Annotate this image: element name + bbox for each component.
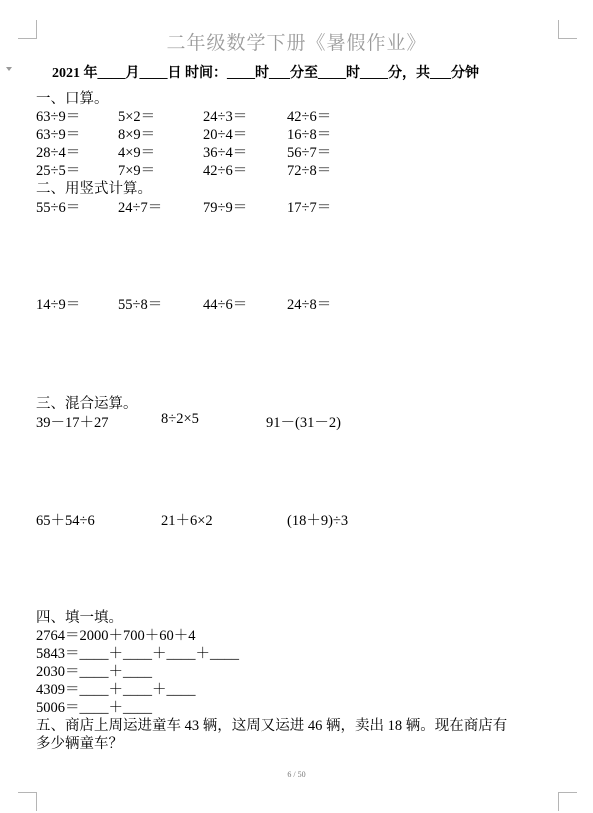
fill-line: 2764＝2000＋700＋60＋4 — [36, 628, 196, 644]
problem: 91－(31－2) — [266, 415, 341, 431]
margin-arrow-icon — [6, 67, 12, 71]
date-time-header: 2021 年____月____日 时间：____时___分至____时____分，共___分钟 — [52, 66, 479, 81]
oral-problem: 42÷6＝ — [287, 109, 332, 125]
section3-heading: 三、混合运算。 — [36, 396, 138, 412]
page-title: 二年级数学下册《暑假作业》 — [166, 33, 427, 54]
section4-heading: 四、填一填。 — [36, 610, 123, 626]
oral-problem: 24÷3＝ — [203, 109, 248, 125]
oral-problem: 20÷4＝ — [203, 127, 248, 143]
oral-problem: 63÷9＝ — [36, 109, 81, 125]
fill-line: 4309＝____＋____＋____ — [36, 682, 196, 698]
oral-problem: 36÷4＝ — [203, 145, 248, 161]
problem: 14÷9＝ — [36, 297, 81, 313]
oral-problem: 63÷9＝ — [36, 127, 81, 143]
section1-heading: 一、口算。 — [36, 91, 109, 107]
problem: 39－17＋27 — [36, 415, 109, 431]
oral-problem: 72÷8＝ — [287, 163, 332, 179]
oral-problem: 25÷5＝ — [36, 163, 81, 179]
crop-mark-bottom-right — [558, 792, 577, 811]
section2-heading: 二、用竖式计算。 — [36, 181, 152, 197]
oral-problem: 8×9＝ — [118, 127, 156, 143]
fill-line: 2030＝____＋____ — [36, 664, 152, 680]
problem: 24÷7＝ — [118, 200, 163, 216]
problem: (18＋9)÷3 — [287, 513, 349, 529]
problem: 79÷9＝ — [203, 200, 248, 216]
problem: 17÷7＝ — [287, 200, 332, 216]
oral-problem: 4×9＝ — [118, 145, 156, 161]
oral-problem: 56÷7＝ — [287, 145, 332, 161]
word-problem-line1: 五、商店上周运进童车 43 辆，这周又运进 46 辆，卖出 18 辆。现在商店有 — [36, 718, 508, 734]
problem: 55÷6＝ — [36, 200, 81, 216]
problem: 65＋54÷6 — [36, 513, 95, 529]
oral-problem: 42÷6＝ — [203, 163, 248, 179]
problem: 55÷8＝ — [118, 297, 163, 313]
problem: 21＋6×2 — [161, 513, 213, 529]
fill-line: 5843＝____＋____＋____＋____ — [36, 646, 239, 662]
problem: 24÷8＝ — [287, 297, 332, 313]
problem: 44÷6＝ — [203, 297, 248, 313]
crop-mark-bottom-left — [18, 792, 37, 811]
oral-problem: 5×2＝ — [118, 109, 156, 125]
word-problem-line2: 多少辆童车？ — [36, 736, 123, 752]
oral-problem: 28÷4＝ — [36, 145, 81, 161]
oral-problem: 16÷8＝ — [287, 127, 332, 143]
problem: 8÷2×5 — [161, 411, 199, 427]
page-number: 6 / 50 — [287, 770, 306, 779]
fill-line: 5006＝____＋____ — [36, 700, 152, 716]
oral-problem: 7×9＝ — [118, 163, 156, 179]
